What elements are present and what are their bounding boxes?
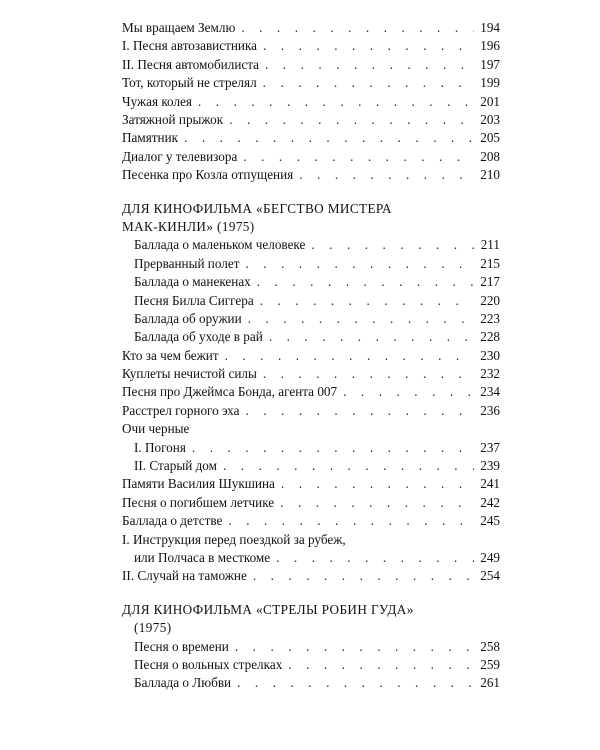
toc-entry[interactable] [122, 255, 500, 273]
toc-entry[interactable] [122, 439, 500, 457]
toc-entry[interactable] [122, 347, 500, 365]
toc-entry-title: Баллада об уходе в рай [134, 329, 263, 345]
toc-entry-page: 230 [480, 347, 500, 363]
toc-entry[interactable] [122, 74, 500, 92]
section-spacer [122, 586, 500, 601]
toc-entry-page: 258 [480, 638, 500, 654]
section-heading [122, 601, 500, 638]
toc-entry-page: 234 [480, 384, 500, 400]
toc-entry[interactable] [122, 111, 500, 129]
toc-entry-title: II. Случай на таможне [122, 568, 247, 584]
toc-entry[interactable] [122, 236, 500, 254]
toc-entry-title: Расстрел горного эха [122, 402, 240, 418]
toc-entry-title: Песня про Джеймса Бонда, агента 007 [122, 384, 338, 400]
toc-entry-page: 261 [480, 675, 500, 691]
toc-entry[interactable] [122, 292, 500, 310]
toc-entry-page: 236 [480, 402, 500, 418]
toc-entry[interactable] [122, 656, 500, 674]
toc-entry-title: II. Песня автомобилиста [122, 56, 260, 72]
table-of-contents [122, 19, 500, 693]
toc-entry-page: 242 [480, 494, 500, 510]
toc-entry-page: 241 [480, 476, 500, 492]
dot-leader [184, 129, 474, 147]
toc-entry-title: Песня о вольных стрелках [134, 656, 283, 672]
dot-leader [245, 402, 474, 420]
dot-leader [311, 236, 474, 254]
dot-leader [192, 439, 474, 457]
toc-entry-page: 205 [480, 130, 500, 146]
toc-entry-page: 245 [480, 513, 500, 529]
toc-entry-page: 215 [480, 255, 500, 271]
toc-entry[interactable] [122, 567, 500, 585]
dot-leader [243, 148, 474, 166]
section-heading-line: (1975) [134, 620, 172, 636]
toc-entry[interactable] [122, 328, 500, 346]
section-heading [122, 200, 500, 237]
toc-entry-page: 223 [480, 310, 500, 326]
toc-entry-title: Диалог у телевизора [122, 148, 238, 164]
toc-entry-title: Памяти Василия Шукшина [122, 476, 275, 492]
toc-entry[interactable] [122, 148, 500, 166]
toc-entry[interactable] [122, 549, 500, 567]
toc-entry-title: Песня о времени [134, 638, 229, 654]
toc-entry[interactable] [122, 674, 500, 692]
toc-entry[interactable] [122, 457, 500, 475]
dot-leader [245, 255, 474, 273]
toc-entry-page: 199 [480, 75, 500, 91]
dot-leader [237, 674, 474, 692]
toc-entry-title: Баллада о манекенах [134, 274, 251, 290]
dot-leader [299, 166, 474, 184]
dot-leader [280, 494, 474, 512]
toc-entry-title: Песенка про Козла отпущения [122, 167, 294, 183]
toc-entry[interactable] [122, 93, 500, 111]
toc-entry-title: Баллада о детстве [122, 513, 223, 529]
dot-leader [235, 638, 474, 656]
toc-entry-page: 194 [480, 20, 500, 35]
toc-entry[interactable] [122, 365, 500, 383]
toc-group-title[interactable]: Очи черные [122, 421, 190, 437]
toc-entry-page: 196 [480, 38, 500, 54]
toc-entry[interactable] [122, 402, 500, 420]
dot-leader [265, 56, 474, 74]
toc-entry-page: 217 [480, 274, 500, 290]
toc-entry-title: или Полчаса в месткоме [134, 549, 271, 565]
toc-entry-title: Тот, который не стрелял [122, 75, 257, 91]
toc-entry-title: Кто за чем бежит [122, 347, 219, 363]
toc-entry-page: 203 [480, 111, 500, 127]
dot-leader [241, 19, 474, 37]
dot-leader [260, 292, 474, 310]
toc-entry-title: Песня Билла Сиггера [134, 292, 254, 308]
section-spacer [122, 185, 500, 200]
toc-entry-page: 239 [480, 458, 500, 474]
dot-leader [198, 93, 474, 111]
toc-entry-page: 208 [480, 148, 500, 164]
toc-entry-title: Памятник [122, 130, 179, 146]
dot-leader [269, 328, 474, 346]
dot-leader [257, 273, 474, 291]
toc-entry-page: 211 [480, 237, 500, 253]
dot-leader [229, 111, 474, 129]
dot-leader [248, 310, 474, 328]
toc-entry[interactable] [122, 512, 500, 530]
toc-entry-page: 259 [480, 656, 500, 672]
dot-leader [281, 475, 474, 493]
toc-entry-title: Песня о погибшем летчике [122, 494, 275, 510]
dot-leader [263, 365, 474, 383]
toc-entry-page: 232 [480, 366, 500, 382]
toc-entry[interactable] [122, 475, 500, 493]
toc-entry-page: 228 [480, 329, 500, 345]
toc-entry-title: II. Старый дом [134, 458, 217, 474]
toc-entry[interactable] [122, 129, 500, 147]
toc-entry-page: 249 [480, 549, 500, 565]
dot-leader [263, 37, 474, 55]
toc-entry[interactable] [122, 56, 500, 74]
dot-leader [225, 347, 474, 365]
toc-entry-title: Баллада о Любви [134, 675, 232, 691]
toc-entry-title: Чужая колея [122, 93, 192, 109]
toc-entry-page: 220 [480, 292, 500, 308]
toc-entry-page: 210 [480, 167, 500, 183]
section-heading-line: ДЛЯ КИНОФИЛЬМА «БЕГСТВО МИСТЕРА [122, 200, 392, 216]
toc-entry-title-line[interactable]: I. Инструкция перед поездкой за рубеж, [122, 531, 346, 547]
toc-entry[interactable] [122, 166, 500, 184]
dot-leader [228, 512, 474, 530]
section-heading-line: ДЛЯ КИНОФИЛЬМА «СТРЕЛЫ РОБИН ГУДА» [122, 601, 414, 617]
toc-entry[interactable] [122, 19, 500, 37]
toc-entry[interactable] [122, 310, 500, 328]
toc-entry-title: Баллада об оружии [134, 310, 242, 326]
toc-entry[interactable] [122, 494, 500, 512]
toc-entry-title: Прерванный полет [134, 255, 240, 271]
toc-entry[interactable] [122, 273, 500, 291]
toc-entry[interactable] [122, 37, 500, 55]
toc-entry[interactable] [122, 383, 500, 401]
toc-entry-title: Куплеты нечистой силы [122, 366, 257, 382]
toc-entry-title: Затяжной прыжок [122, 111, 224, 127]
toc-entry-page: 201 [480, 93, 500, 109]
section-heading-line: МАК-КИНЛИ» (1975) [122, 218, 255, 234]
toc-entry-title: I. Песня автозавистника [122, 38, 258, 54]
dot-leader [263, 74, 474, 92]
dot-leader [223, 457, 474, 475]
toc-entry-page: 254 [480, 568, 500, 584]
dot-leader [288, 656, 474, 674]
dot-leader [253, 567, 474, 585]
toc-entry-page: 197 [480, 56, 500, 72]
toc-entry[interactable] [122, 638, 500, 656]
toc-entry-title: I. Погоня [134, 439, 186, 455]
dot-leader [343, 383, 474, 401]
toc-entry-page: 237 [480, 439, 500, 455]
toc-entry-title: Мы вращаем Землю [122, 20, 236, 35]
dot-leader [276, 549, 474, 567]
toc-entry-title: Баллада о маленьком человеке [134, 237, 306, 253]
